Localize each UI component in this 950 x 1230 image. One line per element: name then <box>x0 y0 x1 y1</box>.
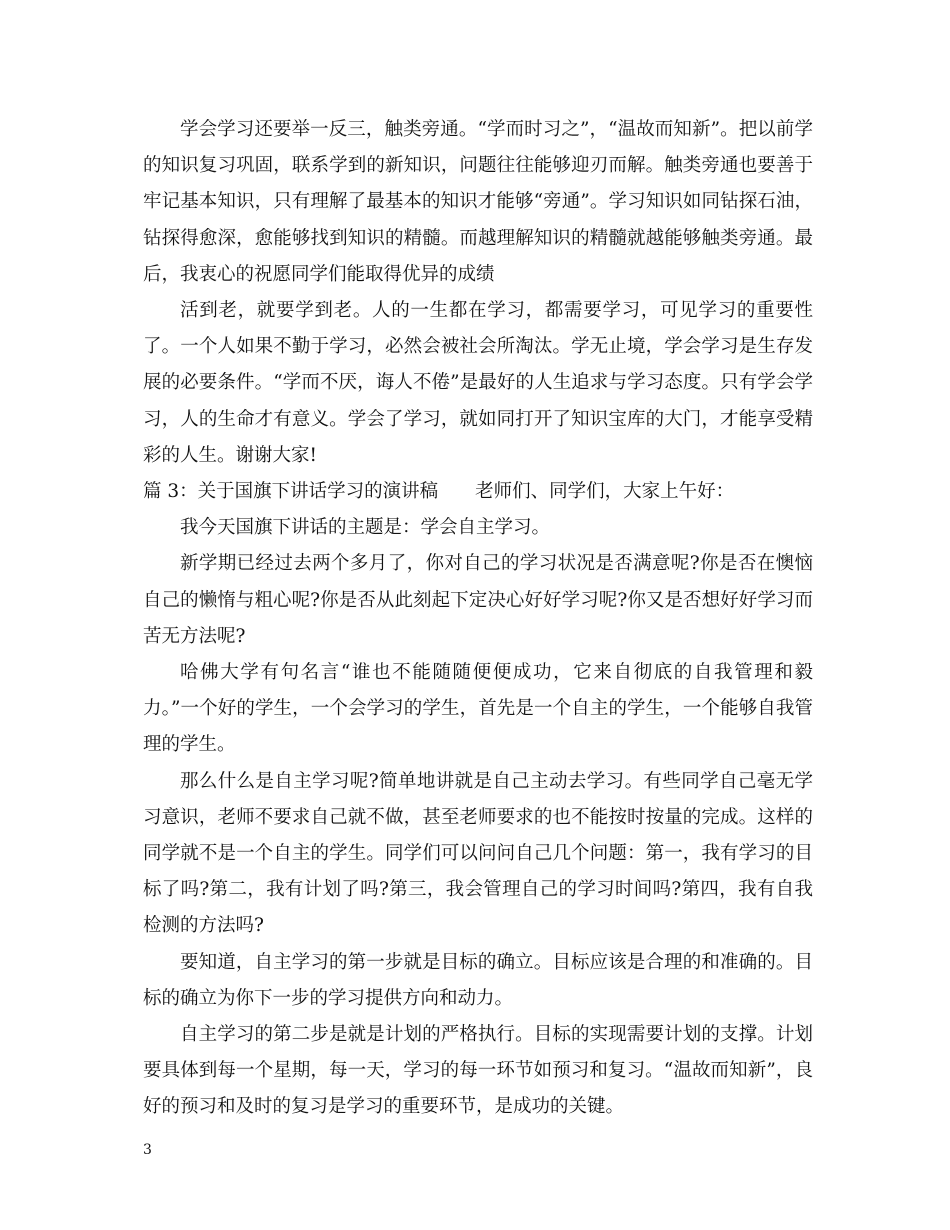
paragraph-1: 学会学习还要举一反三，触类旁通。“学而时习之”，“温故而知新”。把以前学的知识复习巩固，联系学到的新知识，问题往往能够迎刃而解。触类旁通也要善于牢记基本知识，只有理解了最基本的知识才能够“旁通”。学习知识如同钻探石油，钻探得愈深，愈能够找到知识的精髓。而越理解知识的精髓就越能够触类旁通。最后，我衷心的祝愿同学们能取得优异的成绩 <box>143 119 813 285</box>
paragraph-6: 那么什么是自主学习呢?简单地讲就是自己主动去学习。有些同学自己毫无学习意识，老师不要求自己就不做，甚至老师要求的也不能按时按量的完成。这样的同学就不是一个自主的学生。同学们可以问问自己几个问题：第一，我有学习的目标了吗?第二，我有计划了吗?第三，我会管理自己的学习时间吗?第四，我有自我检测的方法吗? <box>143 770 813 937</box>
paragraph-8: 自主学习的第二步是就是计划的严格执行。目标的实现需要计划的支撑。计划要具体到每一个星期，每一天，学习的每一环节如预习和复习。“温故而知新”，良好的预习和及时的复习是学习的重要环节，是成功的关键。 <box>143 1024 813 1118</box>
paragraph-7: 要知道，自主学习的第一步就是目标的确立。目标应该是合理的和准确的。目标的确立为你下一步的学习提供方向和动力。 <box>143 951 813 1009</box>
page-number: 3 <box>143 1142 152 1158</box>
paragraph-2: 活到老，就要学到老。人的一生都在学习，都需要学习，可见学习的重要性了。一个人如果不勤于学习，必然会被社会所淘汰。学无止境，学会学习是生存发展的必要条件。“学而不厌，诲人不倦”是最好的人生追求与学习态度。只有学会学习，人的生命才有意义。学会了学习，就如同打开了知识宝库的大门，才能享受精彩的人生。谢谢大家! <box>143 300 813 466</box>
paragraph-3: 我今天国旗下讲话的主题是：学会自主学习。 <box>180 517 551 539</box>
section-heading-line: 篇 3：关于国旗下讲话学习的演讲稿 老师们、同学们，大家上午好： <box>143 481 735 503</box>
document-body <box>143 112 813 1126</box>
paragraph-4: 新学期已经过去两个多月了，你对自己的学习状况是否满意呢?你是否在懊恼自己的懒惰与粗心呢?你是否从此刻起下定决心好好学习呢?你又是否想好好学习而苦无方法呢? <box>143 553 813 647</box>
paragraph-5: 哈佛大学有句名言“谁也不能随随便便成功，它来自彻底的自我管理和毅力。”一个好的学生，一个会学习的学生，首先是一个自主的学生，一个能够自我管理的学生。 <box>143 662 813 756</box>
